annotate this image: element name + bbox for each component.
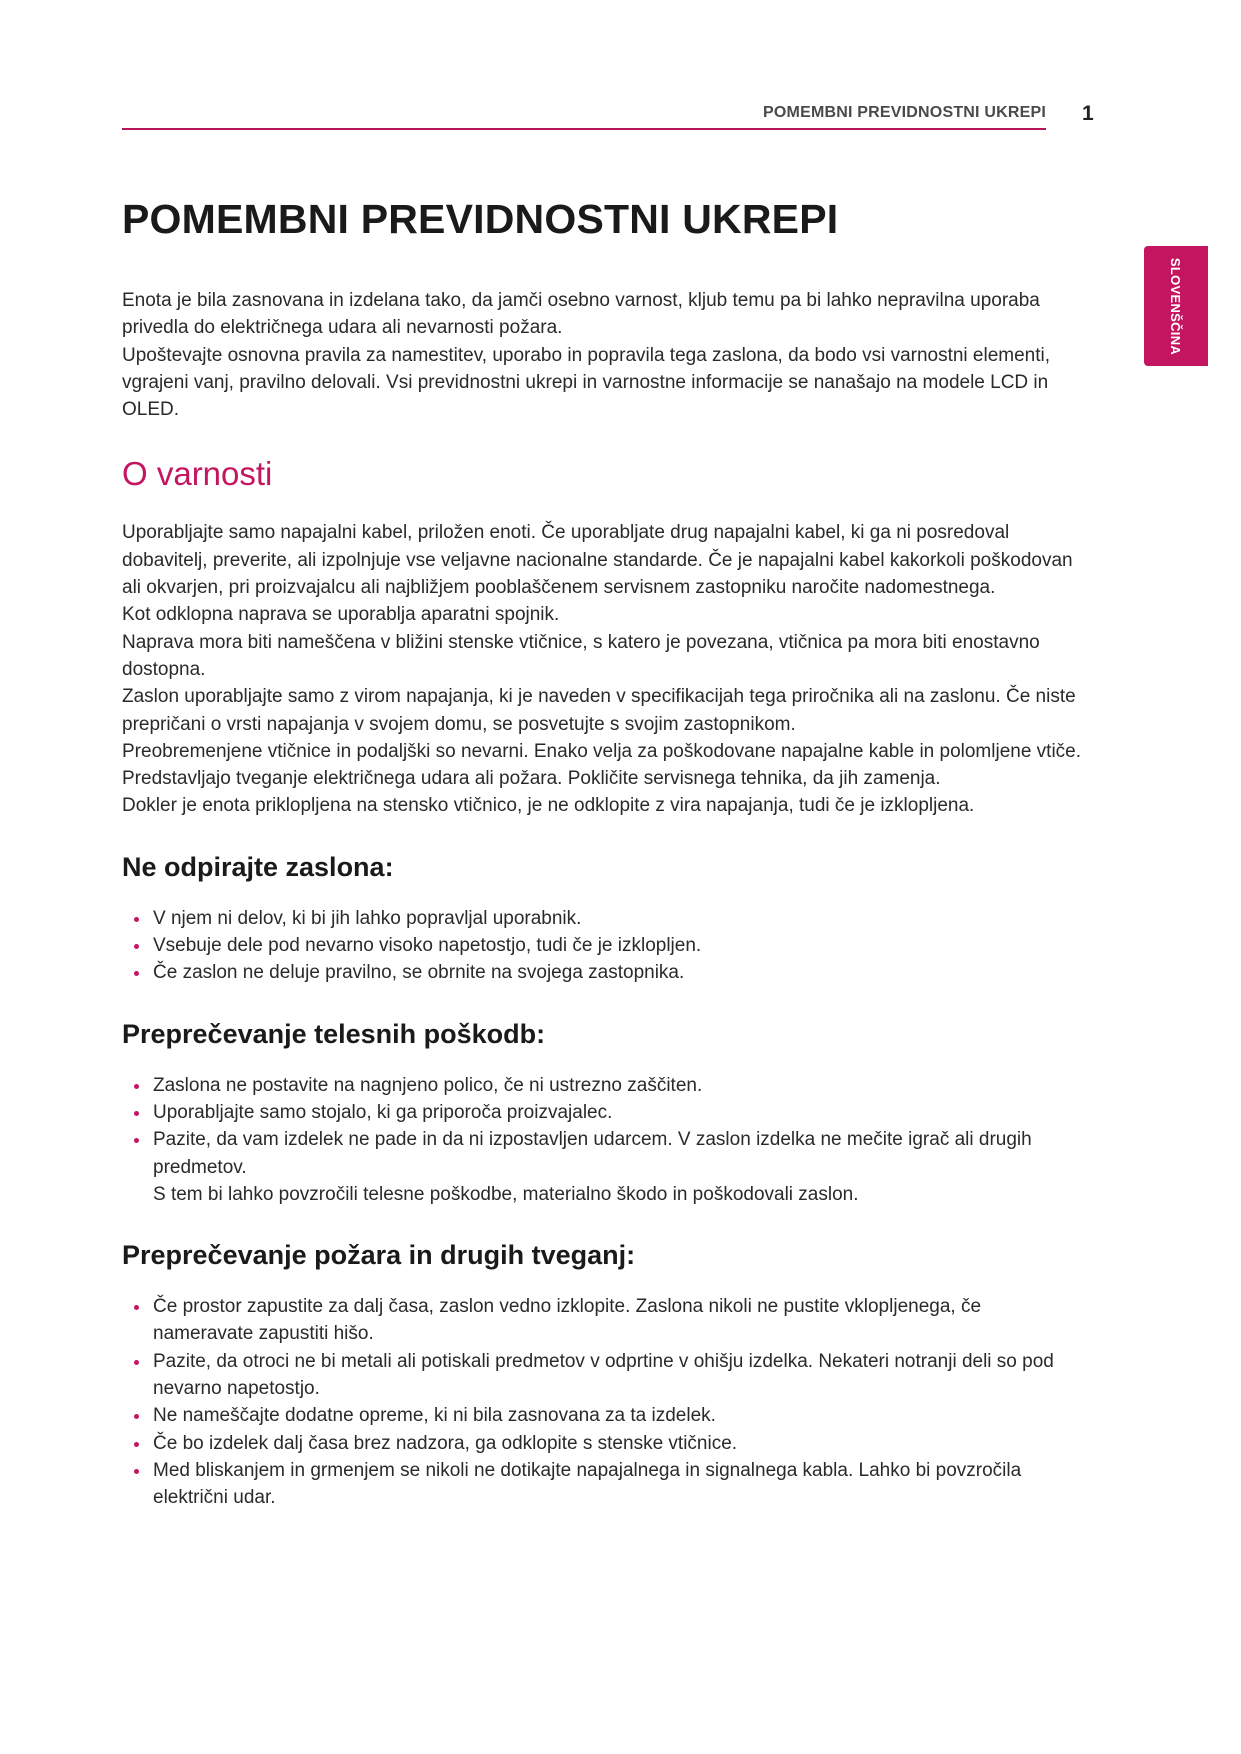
list-item: Če zaslon ne deluje pravilno, se obrnite na svojega zastopnika.: [122, 959, 1082, 986]
bullet-icon: [134, 1360, 139, 1365]
safety-section: [122, 519, 1082, 819]
bullet-icon: [134, 917, 139, 922]
language-tab-label: SLOVENŠČINA: [1168, 257, 1184, 355]
page-title: POMEMBNI PREVIDNOSTNI UKREPI: [122, 196, 839, 242]
bullet-icon: [134, 1414, 139, 1419]
safety-paragraph: Preobremenjene vtičnice in podaljški so nevarni. Enako velja za poškodovane napajalne kable in polomljene vtiče. Predstavljajo tveganje električnega udara ali požara. Pokličite servisnega tehnika, da jih zamenja.: [122, 740, 1082, 790]
list-item: Zaslona ne postavite na nagnjeno polico, če ni ustrezno zaščiten.: [122, 1072, 1082, 1099]
bullet-icon: [134, 1305, 139, 1310]
injury-list: [122, 1072, 1082, 1208]
list-item: V njem ni delov, ki bi jih lahko popravljal uporabnik.: [122, 905, 1082, 932]
list-item: Uporabljajte samo stojalo, ki ga priporoča proizvajalec.: [122, 1099, 1082, 1126]
safety-paragraph: Naprava mora biti nameščena v bližini stenske vtičnice, s katero je povezana, vtičnica pa mora biti enostavno dostopna.: [122, 631, 1040, 680]
safety-paragraph: Kot odklopna naprava se uporablja aparatni spojnik.: [122, 604, 560, 626]
intro-section: [122, 287, 1082, 423]
list-item: Vsebuje dele pod nevarno visoko napetostjo, tudi če je izklopljen.: [122, 932, 1082, 959]
list-item: Če bo izdelek dalj časa brez nadzora, ga odklopite s stenske vtičnice.: [122, 1430, 1082, 1457]
list-item: Med bliskanjem in grmenjem se nikoli ne dotikajte napajalnega in signalnega kabla. Lahko bi povzročila električni udar.: [122, 1457, 1082, 1512]
fire-list: [122, 1293, 1082, 1511]
bullet-icon: [134, 971, 139, 976]
do-not-open-list: [122, 905, 1082, 987]
page-number: 1: [1082, 102, 1094, 125]
bullet-icon: [134, 1138, 139, 1143]
subheading-do-not-open: Ne odpirajte zaslona:: [122, 851, 394, 882]
intro-paragraph: Enota je bila zasnovana in izdelana tako, da jamči osebno varnost, kljub temu pa bi lahko nepravilna uporaba privedla do električnega udara ali nevarnosti požara.: [122, 290, 1040, 339]
bullet-icon: [134, 1442, 139, 1447]
list-item: Če prostor zapustite za dalj časa, zaslon vedno izklopite. Zaslona nikoli ne pustite vklopljenega, če nameravate zapustiti hišo.: [122, 1293, 1082, 1348]
section-heading-safety: O varnosti: [122, 455, 273, 493]
document-body: [122, 196, 1082, 1512]
list-item-note: S tem bi lahko povzročili telesne poškodbe, materialno škodo in poškodovali zaslon.: [153, 1183, 859, 1205]
subheading-fire: Preprečevanje požara in drugih tveganj:: [122, 1240, 636, 1271]
running-header: POMEMBNI PREVIDNOSTNI UKREPI: [122, 104, 1046, 130]
list-item: Pazite, da otroci ne bi metali ali potiskali predmetov v odprtine v ohišju izdelka. Nekateri notranji deli so pod nevarno napetostjo.: [122, 1348, 1082, 1403]
list-item: Ne nameščajte dodatne opreme, ki ni bila zasnovana za ta izdelek.: [122, 1402, 1082, 1429]
bullet-icon: [134, 944, 139, 949]
language-tab: [1144, 246, 1208, 366]
list-item: Pazite, da vam izdelek ne pade in da ni izpostavljen udarcem. V zaslon izdelka ne mečite igrač ali drugih predmetov. S tem bi lahko povzročili telesne poškodbe, materialno škodo in poškodovali zaslon.: [122, 1126, 1082, 1208]
bullet-icon: [134, 1111, 139, 1116]
intro-paragraph: Upoštevajte osnovna pravila za namestitev, uporabo in popravila tega zaslona, da bodo vsi varnostni elementi, vgrajeni vanj, pravilno delovali. Vsi previdnostni ukrepi in varnostne informacije se nanašajo na modele LCD in OLED.: [122, 344, 1051, 421]
bullet-icon: [134, 1084, 139, 1089]
safety-paragraph: Dokler je enota priklopljena na stensko vtičnico, je ne odklopite z vira napajanja, tudi če je izklopljena.: [122, 795, 975, 817]
bullet-icon: [134, 1469, 139, 1474]
safety-paragraph: Zaslon uporabljajte samo z virom napajanja, ki je naveden v specifikacijah tega priročnika ali na zaslonu. Če niste prepričani o vrsti napajanja v svojem domu, se posvetujte s svojim zastopnikom.: [122, 686, 1076, 735]
safety-paragraph: Uporabljajte samo napajalni kabel, priložen enoti. Če uporabljate drug napajalni kabel, ki ga ni posredoval dobavitelj, preverite, ali izpolnjuje vse veljavne nacionalne standarde. Če je napajalni kabel kakorkoli poškodovan ali okvarjen, pri proizvajalcu ali najbližjem pooblaščenem servisnem zastopniku naročite nadomestnega.: [122, 522, 1073, 599]
subheading-injury: Preprečevanje telesnih poškodb:: [122, 1018, 546, 1049]
